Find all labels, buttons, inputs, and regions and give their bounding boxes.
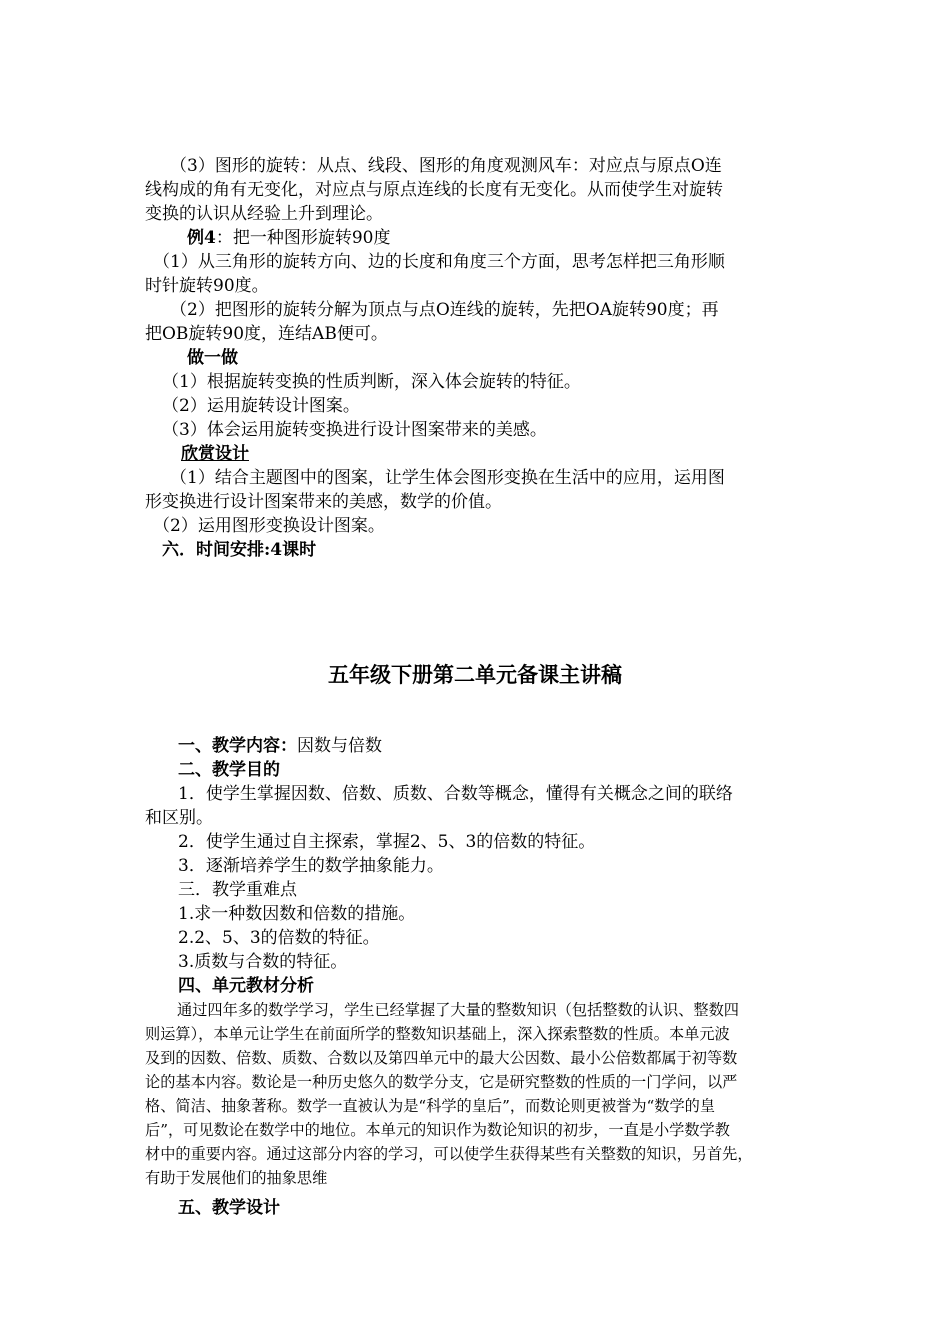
example4-line	[187, 226, 390, 250]
key-item: 1.求一种数因数和倍数的措施。	[178, 904, 416, 924]
appreciate-item1-line2: 形变换进行设计图案带来的美感，数学的价值。	[145, 492, 502, 512]
analysis-line: 材中的重要内容。通过这部分内容的学习，可以使学生获得某些有关整数的知识，另首先，	[145, 1145, 753, 1163]
analysis-line: 则运算），本单元让学生在前面所学的整数知识基础上，深入探索整数的性质。本单元波	[145, 1025, 730, 1043]
rotation-item3-line1: （3）图形的旋转：从点、线段、图形的角度观测风车：对应点与原点O连	[170, 156, 722, 176]
goals-heading: 二、教学目的	[178, 760, 280, 780]
example4-item2-line2: 把OB旋转90度，连结AB便可。	[145, 324, 388, 344]
analysis-line: 通过四年多的数学学习，学生已经掌握了大量的整数知识（包括整数的认识、整数四	[177, 1001, 739, 1019]
rotation-item3-line2: 线构成的角有无变化，对应点与原点连线的长度有无变化。从而使学生对旋转	[145, 180, 723, 200]
rotation-item3-line3: 变换的认识从经验上升到理论。	[145, 204, 383, 224]
content-line	[178, 734, 382, 758]
appreciate-item2: （2）运用图形变换设计图案。	[153, 516, 385, 536]
goal1-line2: 和区别。	[145, 808, 213, 828]
practice-item: （2）运用旋转设计图案。	[162, 396, 360, 416]
analysis-line: 后”，可见数论在数学中的地位。本单元的知识作为数论知识的初步，一直是小学数学教	[145, 1121, 730, 1139]
practice-heading: 做一做	[187, 348, 238, 368]
content-label: 一、教学内容：	[178, 736, 297, 756]
example4-item1-line2: 时针旋转90度。	[145, 276, 269, 296]
analysis-line: 论的基本内容。数论是一种历史悠久的数学分支，它是研究整数的性质的一门学问，以严	[145, 1073, 738, 1091]
practice-item: （3）体会运用旋转变换进行设计图案带来的美感。	[162, 420, 547, 440]
goal3: 3．逐渐培养学生的数学抽象能力。	[178, 856, 444, 876]
example4-text: ：把一种图形旋转90度	[215, 228, 391, 248]
design-heading: 五、教学设计	[178, 1198, 280, 1218]
content-value: 因数与倍数	[297, 736, 382, 756]
appreciate-item1-line1: （1）结合主题图中的图案，让学生体会图形变换在生活中的应用，运用图	[170, 468, 725, 488]
goal1-line1: 1．使学生掌握因数、倍数、质数、合数等概念，懂得有关概念之间的联络	[178, 784, 733, 804]
schedule-heading: 六．时间安排:4课时	[162, 540, 317, 560]
analysis-line: 及到的因数、倍数、质数、合数以及第四单元中的最大公因数、最小公倍数都属于初等数	[145, 1049, 738, 1067]
key-item: 2.2、5、3的倍数的特征。	[178, 928, 380, 948]
analysis-line: 有助于发展他们的抽象思维	[145, 1169, 328, 1187]
key-heading: 三．教学重难点	[178, 880, 297, 900]
section-title: 五年级下册第二单元备课主讲稿	[328, 662, 622, 687]
practice-item: （1）根据旋转变换的性质判断，深入体会旋转的特征。	[162, 372, 581, 392]
example4-label: 例4	[187, 228, 216, 248]
key-item: 3.质数与合数的特征。	[178, 952, 348, 972]
analysis-line: 格、简洁、抽象著称。数学一直被认为是“科学的皇后”，而数论则更被誉为“数学的皇	[145, 1097, 716, 1115]
example4-item1-line1: （1）从三角形的旋转方向、边的长度和角度三个方面，思考怎样把三角形顺	[153, 252, 725, 272]
example4-item2-line1: （2）把图形的旋转分解为顶点与点O连线的旋转，先把OA旋转90度；再	[170, 300, 719, 320]
analysis-heading: 四、单元教材分析	[178, 976, 314, 996]
goal2: 2．使学生通过自主探索，掌握2、5、3的倍数的特征。	[178, 832, 596, 852]
appreciate-heading: 欣赏设计	[181, 444, 249, 464]
